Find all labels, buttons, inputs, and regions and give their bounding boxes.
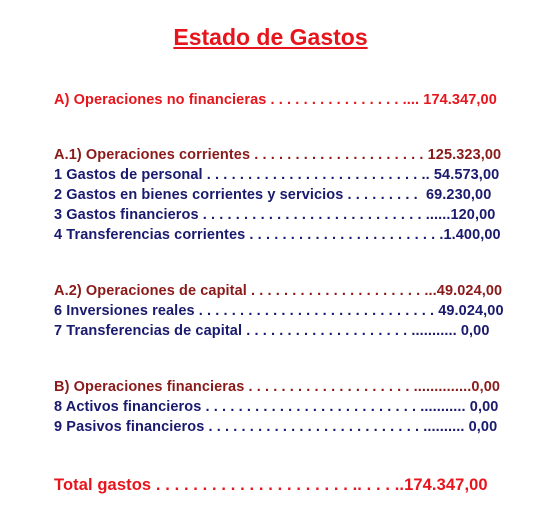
activos-financieros-line: 8 Activos financieros . . . . . . . . . . . . . . . . . . . . . . . . . . ........... 0,00 <box>54 399 499 415</box>
gastos-financieros-line: 3 Gastos financieros . . . . . . . . . . . . . . . . . . . . . . . . . . . ......120,00 <box>54 207 496 223</box>
page-title: Estado de Gastos <box>173 24 368 50</box>
transf-capital-line: 7 Transferencias de capital . . . . . . . . . . . . . . . . . . . . ........... 0,00 <box>54 323 490 339</box>
pasivos-financieros-line: 9 Pasivos financieros . . . . . . . . . . . . . . . . . . . . . . . . . . .......... 0,00 <box>54 419 498 435</box>
inversiones-reales-line: 6 Inversiones reales . . . . . . . . . . . . . . . . . . . . . . . . . . . . . 49.024,00 <box>54 303 504 319</box>
op-capital-line: A.2) Operaciones de capital . . . . . . . . . . . . . . . . . . . . . ...49.024,00 <box>54 283 503 299</box>
op-no-financieras-line: A) Operaciones no financieras . . . . . . . . . . . . . . . . .... 174.347,00 <box>54 92 497 108</box>
transf-corrientes-line: 4 Transferencias corrientes . . . . . . . . . . . . . . . . . . . . . . . .1.400,00 <box>54 227 501 243</box>
gastos-personal-line: 1 Gastos de personal . . . . . . . . . . . . . . . . . . . . . . . . . . .. 54.573,00 <box>54 167 500 183</box>
op-corrientes-line: A.1) Operaciones corrientes . . . . . . . . . . . . . . . . . . . . . 125.323,00 <box>54 147 502 163</box>
gastos-bienes-line: 2 Gastos en bienes corrientes y servicios . . . . . . . . . 69.230,00 <box>54 187 492 203</box>
total-gastos-line: Total gastos . . . . . . . . . . . . . . . . . . . . . .. . . . ..174.347,00 <box>54 476 488 494</box>
op-financieras-line: B) Operaciones financieras . . . . . . . . . . . . . . . . . . . . ..............0,00 <box>54 379 501 395</box>
